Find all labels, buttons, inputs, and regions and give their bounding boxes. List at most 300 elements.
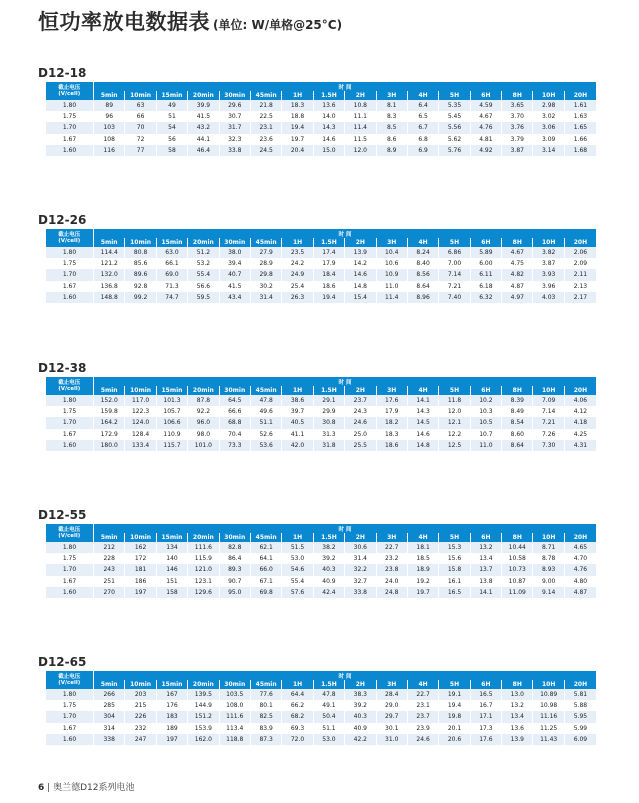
power-value-cell: 96: [94, 111, 125, 122]
cutoff-voltage-cell: 1.60: [46, 440, 94, 451]
power-value-cell: 17.9: [376, 406, 407, 417]
power-value-cell: 15.3: [439, 542, 470, 553]
power-value-cell: 8.39: [502, 395, 533, 406]
power-value-cell: 4.87: [564, 587, 596, 598]
power-value-cell: 22.5: [250, 111, 281, 122]
power-value-cell: 4.87: [502, 281, 533, 292]
power-value-cell: 57.6: [282, 587, 313, 598]
power-value-cell: 44.1: [188, 134, 219, 145]
column-header: 6H: [470, 238, 501, 247]
power-value-cell: 85.6: [125, 258, 156, 269]
power-value-cell: 80.1: [250, 700, 281, 711]
power-value-cell: 159.8: [94, 406, 125, 417]
power-value-cell: 17.4: [313, 247, 344, 258]
power-value-cell: 133.4: [125, 440, 156, 451]
column-header: 10min: [125, 91, 156, 100]
power-value-cell: 30.1: [376, 723, 407, 734]
table-row: [46, 417, 597, 428]
power-value-cell: 4.12: [564, 406, 596, 417]
power-value-cell: 181: [125, 564, 156, 575]
power-value-cell: 62.1: [250, 542, 281, 553]
power-value-cell: 121.0: [188, 564, 219, 575]
column-header: 1.5H: [313, 238, 344, 247]
corner-unit: (V/cell): [58, 533, 81, 539]
power-value-cell: 82.8: [219, 542, 250, 553]
power-value-cell: 4.76: [564, 564, 596, 575]
column-header: 1H: [282, 91, 313, 100]
power-value-cell: 153.9: [188, 723, 219, 734]
power-value-cell: 6.18: [470, 281, 501, 292]
power-value-cell: 8.9: [376, 145, 407, 156]
power-value-cell: 77: [125, 145, 156, 156]
column-header: 1H: [282, 680, 313, 689]
column-header: 20H: [564, 91, 596, 100]
power-value-cell: 31.7: [219, 122, 250, 133]
time-header: 时 间: [94, 671, 597, 680]
power-value-cell: 14.3: [407, 406, 438, 417]
power-value-cell: 197: [156, 734, 187, 745]
column-header: 3H: [376, 238, 407, 247]
power-value-cell: 51: [156, 111, 187, 122]
power-value-cell: 20.1: [439, 723, 470, 734]
model-heading: D12-65: [38, 655, 87, 669]
power-value-cell: 13.2: [470, 542, 501, 553]
power-value-cell: 14.6: [407, 429, 438, 440]
power-value-cell: 41.5: [219, 281, 250, 292]
power-value-cell: 4.81: [470, 134, 501, 145]
power-value-cell: 7.09: [533, 395, 564, 406]
power-value-cell: 8.1: [376, 100, 407, 111]
power-value-cell: 21.8: [250, 100, 281, 111]
power-value-cell: 17.9: [313, 258, 344, 269]
power-value-cell: 56: [156, 134, 187, 145]
power-value-cell: 7.21: [439, 281, 470, 292]
column-header: 2H: [345, 91, 376, 100]
table-row: [46, 292, 597, 303]
power-value-cell: 54.6: [282, 564, 313, 575]
power-value-cell: 1.65: [564, 122, 596, 133]
power-value-cell: 49.6: [250, 406, 281, 417]
power-value-cell: 17.3: [470, 723, 501, 734]
power-value-cell: 6.9: [407, 145, 438, 156]
power-value-cell: 2.09: [564, 258, 596, 269]
power-value-cell: 70: [125, 122, 156, 133]
power-value-cell: 176: [156, 700, 187, 711]
power-value-cell: 24.0: [376, 576, 407, 587]
column-header: 4H: [407, 386, 438, 395]
discharge-section: [38, 653, 596, 745]
power-value-cell: 72.0: [282, 734, 313, 745]
power-value-cell: 4.31: [564, 440, 596, 451]
power-value-cell: 68.8: [219, 417, 250, 428]
power-value-cell: 41.1: [282, 429, 313, 440]
power-value-cell: 4.82: [502, 269, 533, 280]
power-value-cell: 14.8: [407, 440, 438, 451]
power-value-cell: 4.59: [470, 100, 501, 111]
power-value-cell: 66.0: [250, 564, 281, 575]
column-header: 45min: [250, 91, 281, 100]
power-value-cell: 38.3: [345, 689, 376, 700]
power-value-cell: 71.3: [156, 281, 187, 292]
table-row: [46, 281, 597, 292]
power-value-cell: 167: [156, 689, 187, 700]
cutoff-voltage-cell: 1.60: [46, 587, 94, 598]
column-header: 6H: [470, 680, 501, 689]
power-value-cell: 5.99: [564, 723, 596, 734]
power-value-cell: 43.2: [188, 122, 219, 133]
power-value-cell: 56.6: [188, 281, 219, 292]
power-value-cell: 39.7: [282, 406, 313, 417]
power-value-cell: 18.2: [376, 417, 407, 428]
power-value-cell: 14.0: [313, 111, 344, 122]
cutoff-voltage-cell: 1.67: [46, 723, 94, 734]
cutoff-voltage-cell: 1.70: [46, 269, 94, 280]
power-value-cell: 16.5: [470, 689, 501, 700]
cutoff-voltage-header: [46, 671, 94, 689]
power-value-cell: 2.11: [564, 269, 596, 280]
power-value-cell: 33.8: [219, 145, 250, 156]
power-value-cell: 3.87: [533, 258, 564, 269]
discharge-section: [38, 506, 596, 598]
power-value-cell: 1.66: [564, 134, 596, 145]
power-value-cell: 69.8: [250, 587, 281, 598]
column-header: 8H: [502, 91, 533, 100]
power-value-cell: 1.61: [564, 100, 596, 111]
power-table: [45, 377, 596, 451]
power-value-cell: 29.1: [313, 395, 344, 406]
power-value-cell: 82.5: [250, 711, 281, 722]
power-value-cell: 24.8: [376, 587, 407, 598]
power-value-cell: 13.9: [345, 247, 376, 258]
power-value-cell: 118.8: [219, 734, 250, 745]
power-value-cell: 10.9: [376, 269, 407, 280]
power-value-cell: 146: [156, 564, 187, 575]
table-row: [46, 100, 597, 111]
column-header: 6H: [470, 91, 501, 100]
power-value-cell: 22.7: [407, 689, 438, 700]
power-value-cell: 123.1: [188, 576, 219, 587]
table-row: [46, 587, 597, 598]
power-value-cell: 24.5: [250, 145, 281, 156]
column-header: 5H: [439, 680, 470, 689]
power-value-cell: 14.6: [313, 134, 344, 145]
power-value-cell: 134: [156, 542, 187, 553]
power-value-cell: 8.40: [407, 258, 438, 269]
column-header: 30min: [219, 386, 250, 395]
column-header: 15min: [156, 91, 187, 100]
power-value-cell: 30.2: [250, 281, 281, 292]
power-value-cell: 50.4: [313, 711, 344, 722]
power-value-cell: 14.6: [345, 269, 376, 280]
column-header: 6H: [470, 386, 501, 395]
power-value-cell: 31.3: [313, 429, 344, 440]
column-header: 20H: [564, 533, 596, 542]
power-value-cell: 38.2: [313, 542, 344, 553]
power-value-cell: 25.5: [345, 440, 376, 451]
power-value-cell: 23.1: [250, 122, 281, 133]
power-value-cell: 18.5: [407, 553, 438, 564]
power-value-cell: 47.8: [250, 395, 281, 406]
power-value-cell: 77.6: [250, 689, 281, 700]
corner-unit: (V/cell): [58, 91, 81, 97]
power-value-cell: 10.58: [502, 553, 533, 564]
power-value-cell: 14.3: [313, 122, 344, 133]
power-value-cell: 28.4: [376, 689, 407, 700]
power-value-cell: 51.1: [250, 417, 281, 428]
power-value-cell: 69.3: [282, 723, 313, 734]
column-header: 5min: [94, 386, 125, 395]
power-value-cell: 12.1: [439, 417, 470, 428]
power-value-cell: 26.3: [282, 292, 313, 303]
time-header: 时 间: [94, 524, 597, 533]
column-header: 15min: [156, 533, 187, 542]
power-value-cell: 4.75: [502, 258, 533, 269]
power-value-cell: 10.44: [502, 542, 533, 553]
power-value-cell: 89.6: [125, 269, 156, 280]
power-value-cell: 23.6: [250, 134, 281, 145]
power-value-cell: 42.0: [282, 440, 313, 451]
table-row: [46, 700, 597, 711]
column-header: 10H: [533, 386, 564, 395]
power-value-cell: 8.3: [376, 111, 407, 122]
column-header: 5H: [439, 238, 470, 247]
table-row: [46, 542, 597, 553]
power-value-cell: 92.8: [125, 281, 156, 292]
cutoff-voltage-cell: 1.75: [46, 258, 94, 269]
cutoff-voltage-cell: 1.80: [46, 689, 94, 700]
power-value-cell: 6.86: [439, 247, 470, 258]
power-value-cell: 162: [125, 542, 156, 553]
column-header: 15min: [156, 680, 187, 689]
table-row: [46, 723, 597, 734]
column-header: 1.5H: [313, 533, 344, 542]
power-value-cell: 18.9: [407, 564, 438, 575]
cutoff-voltage-header: [46, 377, 94, 395]
power-value-cell: 29.9: [313, 406, 344, 417]
power-value-cell: 38.0: [219, 247, 250, 258]
table-row: [46, 247, 597, 258]
power-value-cell: 23.1: [407, 700, 438, 711]
power-value-cell: 19.4: [439, 700, 470, 711]
power-value-cell: 16.1: [439, 576, 470, 587]
power-value-cell: 13.4: [502, 711, 533, 722]
column-header: 1H: [282, 238, 313, 247]
column-header: 20H: [564, 386, 596, 395]
power-value-cell: 7.26: [533, 429, 564, 440]
power-value-cell: 3.09: [533, 134, 564, 145]
power-value-cell: 63.0: [156, 247, 187, 258]
column-header: 30min: [219, 533, 250, 542]
power-value-cell: 67.1: [250, 576, 281, 587]
cutoff-voltage-header: [46, 524, 94, 542]
power-value-cell: 39.2: [313, 553, 344, 564]
power-value-cell: 53.0: [282, 553, 313, 564]
power-value-cell: 151: [156, 576, 187, 587]
cutoff-voltage-cell: 1.80: [46, 395, 94, 406]
column-header: 1.5H: [313, 386, 344, 395]
power-value-cell: 6.09: [564, 734, 596, 745]
power-value-cell: 15.4: [345, 292, 376, 303]
power-value-cell: 23.8: [376, 564, 407, 575]
power-value-cell: 83.9: [250, 723, 281, 734]
time-header: 时 间: [94, 82, 597, 91]
power-value-cell: 136.8: [94, 281, 125, 292]
column-header: 20min: [188, 238, 219, 247]
power-value-cell: 9.00: [533, 576, 564, 587]
power-value-cell: 29.0: [376, 700, 407, 711]
power-value-cell: 68.2: [282, 711, 313, 722]
power-value-cell: 6.7: [407, 122, 438, 133]
time-header: 时 间: [94, 229, 597, 238]
power-value-cell: 4.25: [564, 429, 596, 440]
power-value-cell: 29.8: [250, 269, 281, 280]
power-value-cell: 63: [125, 100, 156, 111]
footer-text: 奥兰德D12系列电池: [53, 783, 135, 793]
power-value-cell: 23.2: [376, 553, 407, 564]
power-value-cell: 11.5: [345, 134, 376, 145]
model-heading: D12-26: [38, 213, 87, 227]
power-value-cell: 13.8: [470, 576, 501, 587]
power-value-cell: 92.2: [188, 406, 219, 417]
cutoff-voltage-cell: 1.67: [46, 576, 94, 587]
title-text: 恒功率放电数据表: [38, 10, 210, 34]
power-value-cell: 8.5: [376, 122, 407, 133]
table-row: [46, 258, 597, 269]
power-value-cell: 3.02: [533, 111, 564, 122]
power-value-cell: 103.5: [219, 689, 250, 700]
power-value-cell: 7.14: [439, 269, 470, 280]
power-value-cell: 64.5: [219, 395, 250, 406]
table-row: [46, 576, 597, 587]
power-value-cell: 4.92: [470, 145, 501, 156]
column-header: 1.5H: [313, 680, 344, 689]
cutoff-voltage-cell: 1.80: [46, 247, 94, 258]
power-value-cell: 10.8: [345, 100, 376, 111]
power-value-cell: 15.8: [439, 564, 470, 575]
power-value-cell: 66.6: [219, 406, 250, 417]
power-value-cell: 18.3: [282, 100, 313, 111]
column-header: 10H: [533, 533, 564, 542]
column-header: 10H: [533, 680, 564, 689]
power-value-cell: 17.1: [470, 711, 501, 722]
column-header: 1H: [282, 533, 313, 542]
page-number: 6: [38, 783, 45, 793]
power-value-cell: 228: [94, 553, 125, 564]
power-value-cell: 31.4: [250, 292, 281, 303]
column-header: 5min: [94, 238, 125, 247]
power-value-cell: 10.7: [470, 429, 501, 440]
column-header: 15min: [156, 238, 187, 247]
cutoff-voltage-cell: 1.67: [46, 429, 94, 440]
power-value-cell: 103: [94, 122, 125, 133]
column-header: 20min: [188, 91, 219, 100]
power-value-cell: 243: [94, 564, 125, 575]
power-value-cell: 58: [156, 145, 187, 156]
power-value-cell: 13.6: [502, 723, 533, 734]
power-value-cell: 270: [94, 587, 125, 598]
power-value-cell: 4.67: [502, 247, 533, 258]
power-value-cell: 23.7: [407, 711, 438, 722]
power-value-cell: 53.2: [188, 258, 219, 269]
column-header: 30min: [219, 680, 250, 689]
power-value-cell: 51.2: [188, 247, 219, 258]
power-value-cell: 40.7: [219, 269, 250, 280]
power-value-cell: 66.1: [156, 258, 187, 269]
power-value-cell: 12.0: [439, 406, 470, 417]
power-value-cell: 98.0: [188, 429, 219, 440]
power-value-cell: 30.6: [345, 542, 376, 553]
cutoff-voltage-cell: 1.75: [46, 553, 94, 564]
power-value-cell: 29.7: [376, 711, 407, 722]
power-value-cell: 32.7: [345, 576, 376, 587]
model-heading: D12-38: [38, 361, 87, 375]
table-row: [46, 111, 597, 122]
corner-label: 截止电压: [58, 674, 81, 680]
power-value-cell: 31.4: [345, 553, 376, 564]
power-value-cell: 52.6: [250, 429, 281, 440]
power-value-cell: 96.0: [188, 417, 219, 428]
power-table: [45, 229, 596, 303]
power-value-cell: 53.0: [313, 734, 344, 745]
power-value-cell: 24.6: [345, 417, 376, 428]
power-value-cell: 14.1: [470, 587, 501, 598]
power-value-cell: 99.2: [125, 292, 156, 303]
power-value-cell: 22.7: [376, 542, 407, 553]
power-value-cell: 110.9: [156, 429, 187, 440]
power-value-cell: 3.76: [502, 122, 533, 133]
power-value-cell: 89: [94, 100, 125, 111]
power-value-cell: 80.8: [125, 247, 156, 258]
power-value-cell: 304: [94, 711, 125, 722]
power-value-cell: 5.81: [564, 689, 596, 700]
power-value-cell: 19.7: [407, 587, 438, 598]
power-value-cell: 10.2: [470, 395, 501, 406]
power-value-cell: 129.6: [188, 587, 219, 598]
column-header: 1.5H: [313, 91, 344, 100]
power-value-cell: 18.6: [376, 440, 407, 451]
power-value-cell: 106.6: [156, 417, 187, 428]
table-row: [46, 429, 597, 440]
power-value-cell: 6.11: [470, 269, 501, 280]
power-value-cell: 18.6: [313, 281, 344, 292]
column-header: 10H: [533, 91, 564, 100]
power-value-cell: 40.9: [345, 723, 376, 734]
page-title: [38, 6, 342, 36]
column-header: 8H: [502, 533, 533, 542]
power-value-cell: 8.93: [533, 564, 564, 575]
model-heading: D12-55: [38, 508, 87, 522]
column-header: 10H: [533, 238, 564, 247]
cutoff-voltage-cell: 1.75: [46, 406, 94, 417]
power-value-cell: 42.4: [313, 587, 344, 598]
power-value-cell: 2.98: [533, 100, 564, 111]
column-header: 20min: [188, 680, 219, 689]
power-value-cell: 1.63: [564, 111, 596, 122]
power-value-cell: 4.76: [470, 122, 501, 133]
table-row: [46, 711, 597, 722]
power-value-cell: 13.7: [470, 564, 501, 575]
power-value-cell: 10.89: [533, 689, 564, 700]
cutoff-voltage-header: [46, 82, 94, 100]
power-value-cell: 128.4: [125, 429, 156, 440]
power-value-cell: 28.9: [250, 258, 281, 269]
power-value-cell: 64.1: [250, 553, 281, 564]
power-value-cell: 3.96: [533, 281, 564, 292]
corner-unit: (V/cell): [58, 238, 81, 244]
power-value-cell: 5.89: [470, 247, 501, 258]
power-value-cell: 33.8: [345, 587, 376, 598]
power-value-cell: 40.9: [313, 576, 344, 587]
